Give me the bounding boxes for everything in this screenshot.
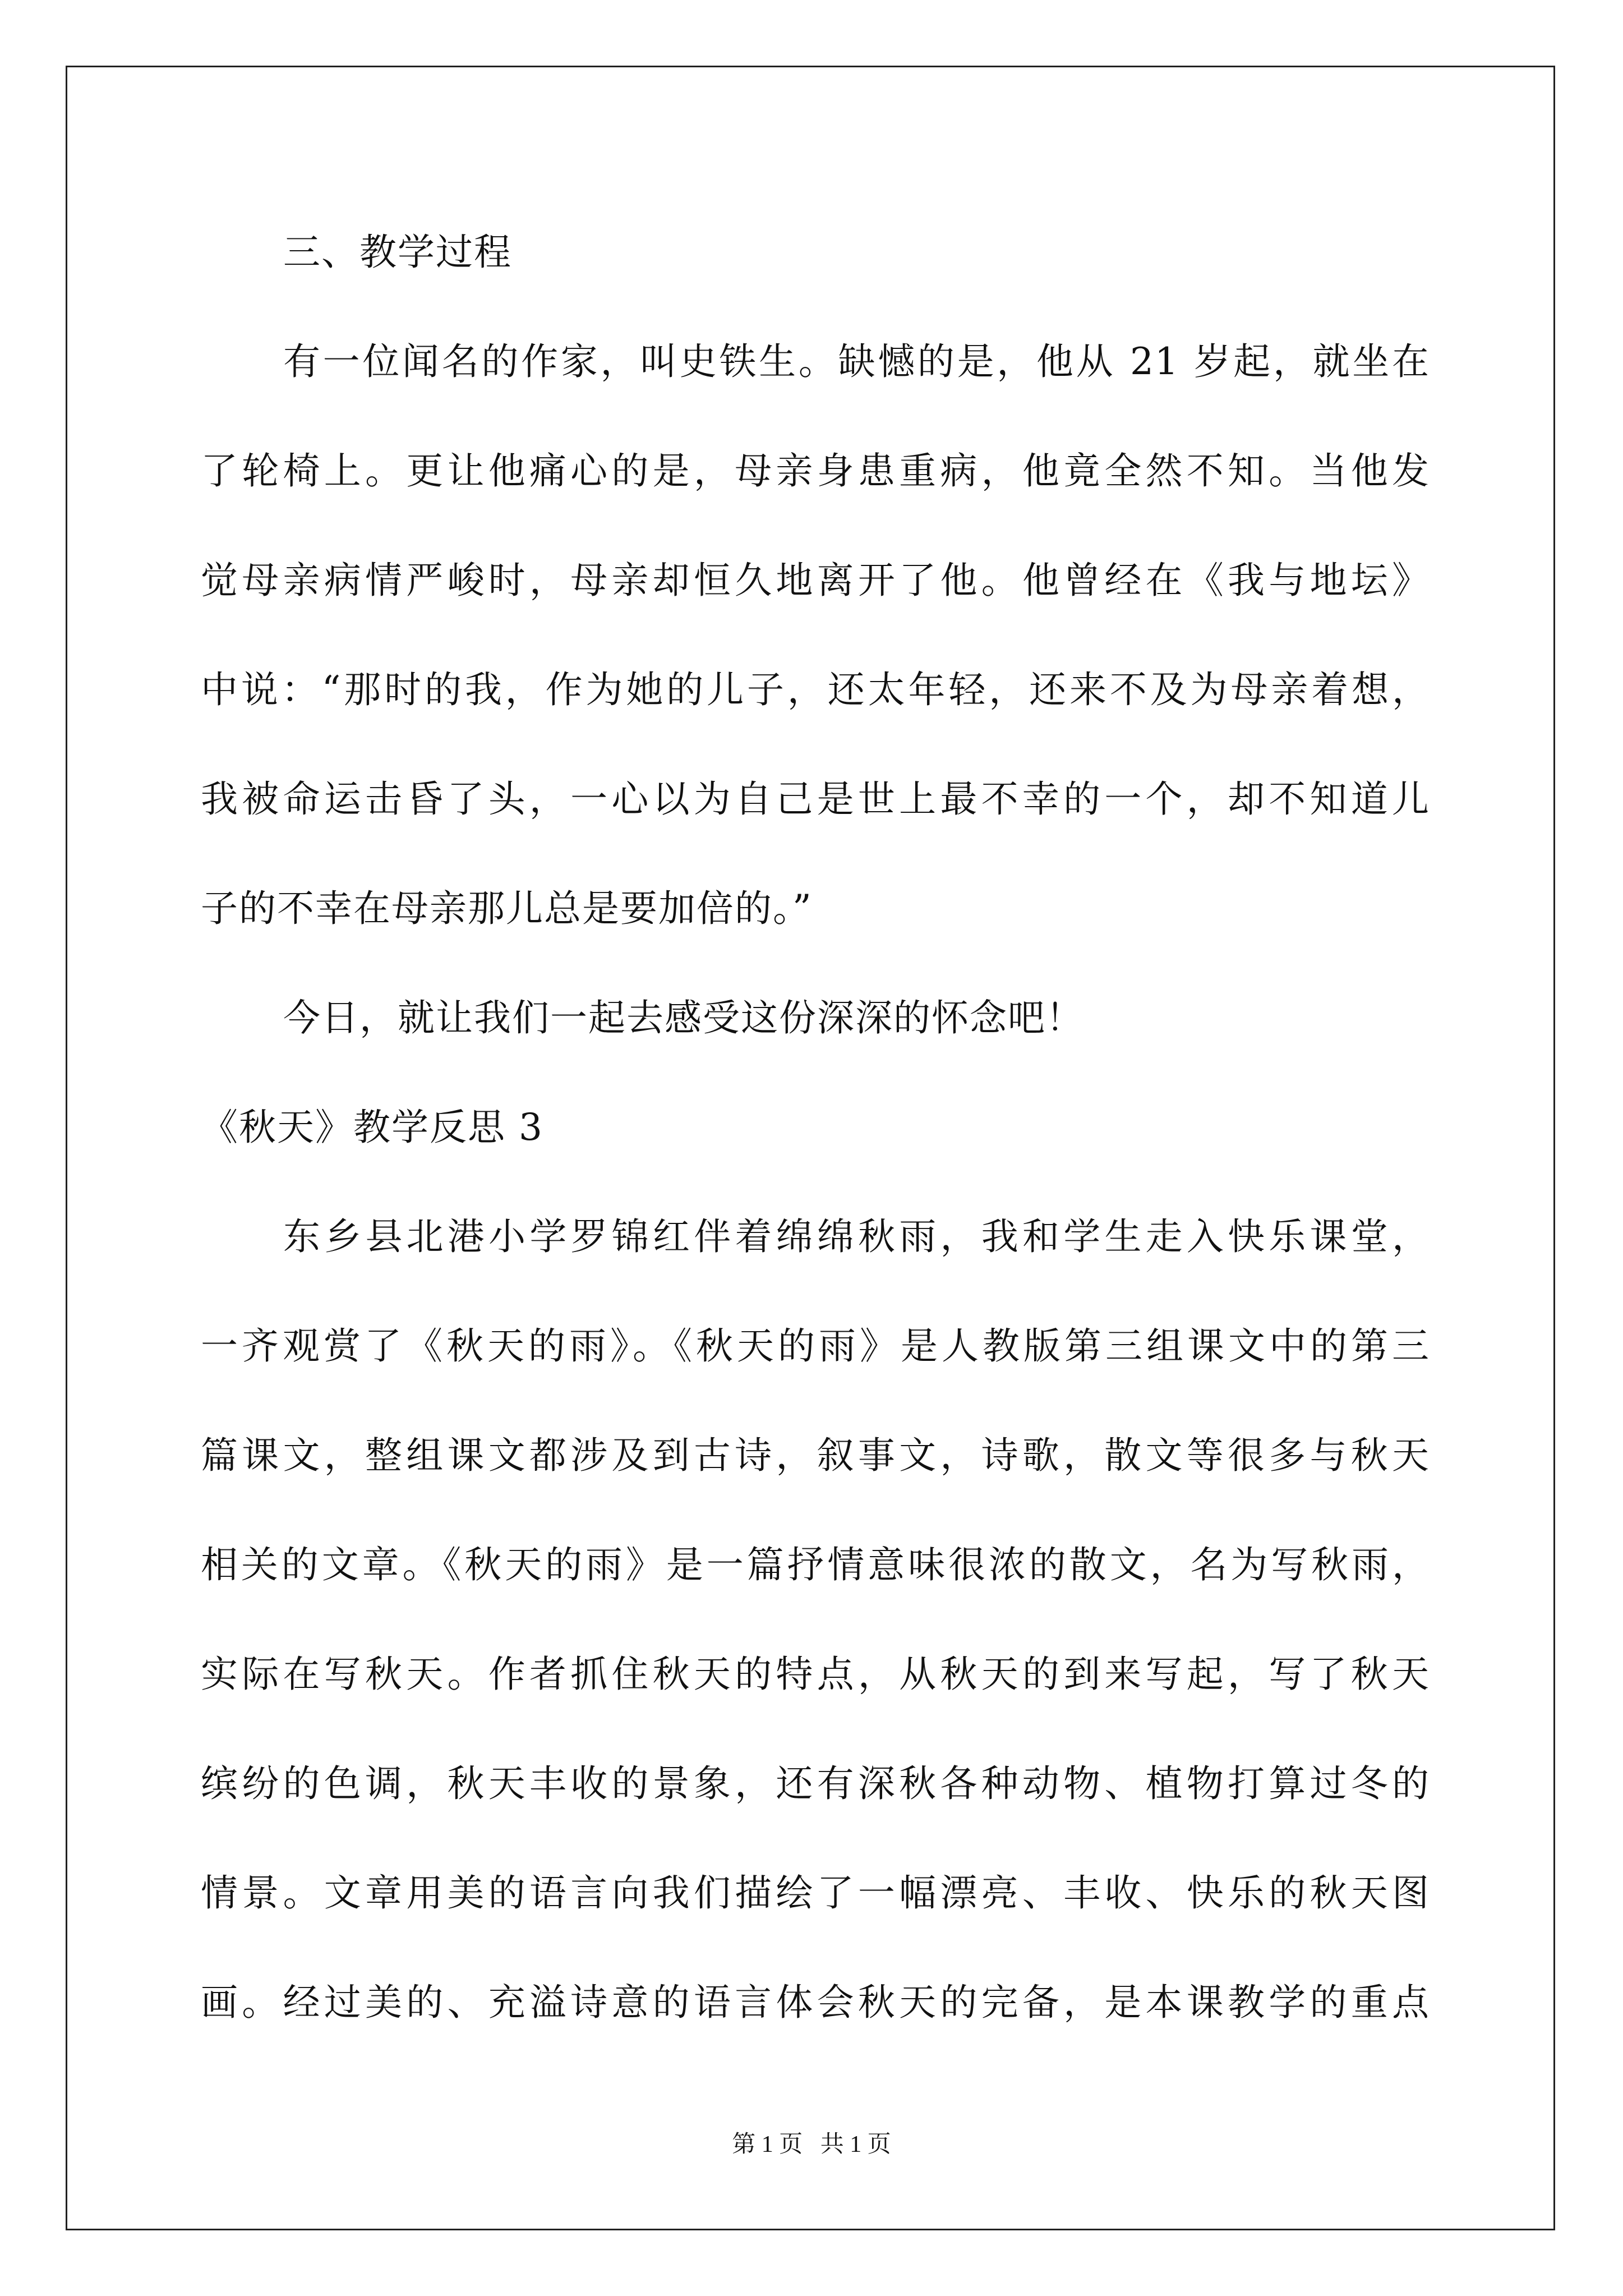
paragraph-line: 我被命运击昏了头，一心以为自己是世上最不幸的一个，却不知道儿 (201, 777, 1430, 821)
paragraph-line: 缤纷的色调，秋天丰收的景象，还有深秋各种动物、植物打算过冬的 (201, 1762, 1430, 1805)
paragraph-line: 中说：“那时的我，作为她的儿子，还太年轻，还来不及为母亲着想， (201, 668, 1430, 711)
page-footer: 第 1 页 共 1 页 (732, 2132, 891, 2157)
paragraph-line: 相关的文章。《秋天的雨》是一篇抒情意味很浓的散文，名为写秋雨， (201, 1543, 1430, 1586)
paragraph-line: 了轮椅上。更让他痛心的是，母亲身患重病，他竟全然不知。当他发 (201, 449, 1430, 493)
paragraph-line: 实际在写秋天。作者抓住秋天的特点，从秋天的到来写起，写了秋天 (201, 1653, 1430, 1696)
paragraph-line: 东乡县北港小学罗锦红伴着绵绵秋雨，我和学生走入快乐课堂， (283, 1215, 1430, 1258)
paragraph-line: 子的不幸在母亲那儿总是要加倍的。” (201, 887, 813, 930)
paragraph-line: 画。经过美的、充溢诗意的语言体会秋天的完备，是本课教学的重点 (201, 1981, 1430, 2024)
paragraph-line: 今日，就让我们一起去感受这份深深的怀念吧！ (283, 996, 1084, 1039)
paragraph-line: 有一位闻名的作家，叫史铁生。缺憾的是，他从 21 岁起，就坐在 (283, 340, 1430, 383)
paragraph-line: 篇课文，整组课文都涉及到古诗，叙事文，诗歌，散文等很多与秋天 (201, 1434, 1430, 1477)
section-heading: 三、教学过程 (283, 231, 512, 274)
paragraph-line: 情景。文章用美的语言向我们描绘了一幅漂亮、丰收、快乐的秋天图 (201, 1871, 1430, 1915)
paragraph-line: 觉母亲病情严峻时，母亲却恒久地离开了他。他曾经在《我与地坛》 (201, 559, 1430, 602)
paragraph-line: 一齐观赏了《秋天的雨》。《秋天的雨》是人教版第三组课文中的第三 (201, 1324, 1430, 1368)
section-title: 《秋天》教学反思 3 (201, 1106, 543, 1149)
